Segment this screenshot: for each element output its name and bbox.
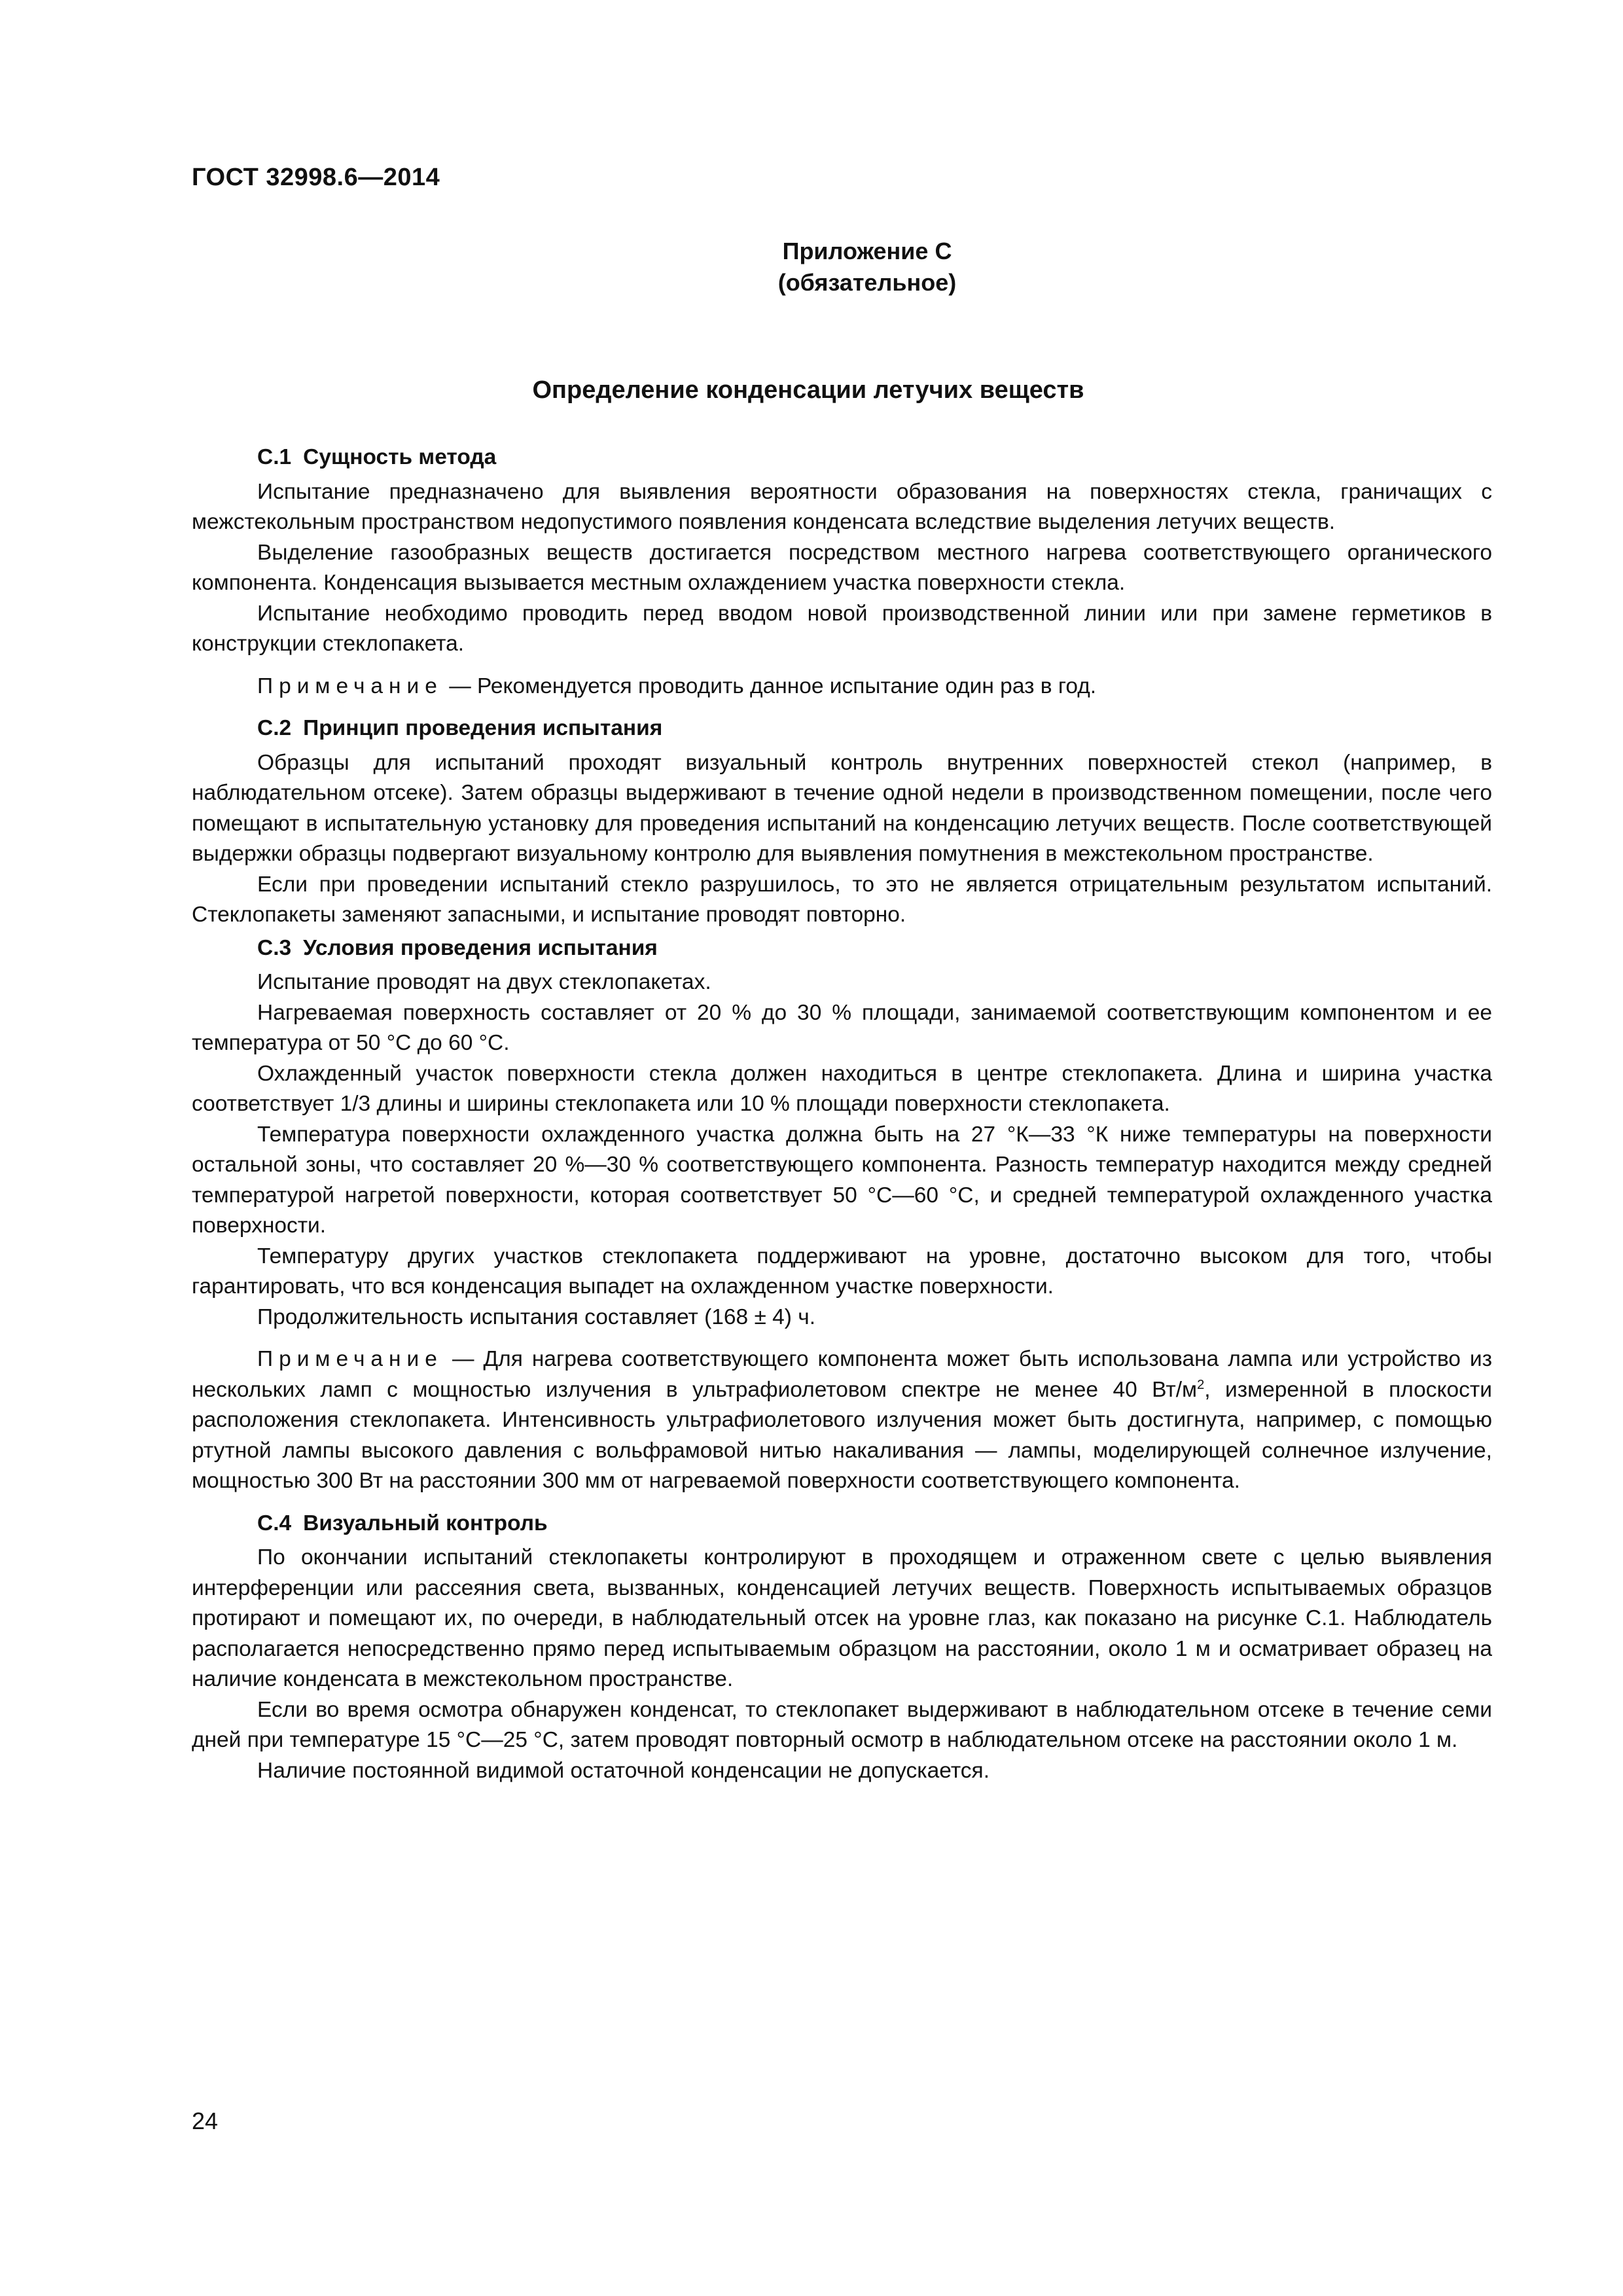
document-body [192, 440, 1492, 1786]
annex-title: Приложение С [782, 238, 952, 264]
paragraph: Выделение газообразных веществ достигается посредством местного нагрева соответствующего органического компонента. Конденсация вызывается местным охлаждением участка поверхности стекла. [192, 540, 1492, 595]
paragraph: Наличие постоянной видимой остаточной конденсации не допускается. [257, 1758, 990, 1783]
section-title: Условия проведения испытания [303, 935, 658, 960]
paragraph: Если во время осмотра обнаружен конденсат, то стеклопакет выдерживают в наблюдательном отсеке в течение семи дней при температуре 15 °С—25 °С, затем проводят повторный осмотр в наблюдательном отсеке на расстоянии около 1 м. [192, 1697, 1492, 1752]
note-label: Примечание [257, 673, 443, 698]
document-title: Определение конденсации летучих веществ [532, 376, 1084, 404]
annex-status: (обязательное) [777, 269, 957, 296]
superscript: 2 [1197, 1377, 1205, 1392]
note [192, 672, 1492, 702]
section-title: Принцип проведения испытания [303, 716, 663, 740]
paragraph: Нагреваемая поверхность составляет от 20 % до 30 % площади, занимаемой соответствующим компонентом и ее температура от 50 °С до 60 °С. [192, 1000, 1492, 1055]
page-number: 24 [192, 2108, 219, 2134]
paragraph: Испытание проводят на двух стеклопакетах. [257, 970, 711, 994]
paragraph: Температура поверхности охлажденного участка должна быть на 27 °К—33 °К ниже температуры на поверхности остальной зоны, что составляет 20 %—30 % соответствующего компонента. Разность температур находится между средней температурой нагретой поверхности, которая соответствует 50 °С—60 °С, и средней температурой охлажденного участка поверхности. [192, 1122, 1492, 1238]
section-number: С.4 [257, 1511, 292, 1535]
section-number: С.1 [257, 445, 292, 469]
paragraph: Продолжительность испытания составляет (168 ± 4) ч. [257, 1304, 816, 1329]
standard-number: ГОСТ 32998.6—2014 [192, 164, 440, 191]
paragraph: Если при проведении испытаний стекло разрушилось, то это не является отрицательным результатом испытаний. Стеклопакеты заменяют запасными, и испытание проводят повторно. [192, 872, 1492, 927]
section-number: С.2 [257, 716, 292, 740]
paragraph: Температуру других участков стеклопакета поддерживают на уровне, достаточно высоком для того, чтобы гарантировать, что вся конденсация выпадет на охлажденном участке поверхности. [192, 1244, 1492, 1299]
note-text: — Для нагрева соответствующего компонента может быть использована лампа или устройство из нескольких ламп с мощностью излучения в ультрафиолетовом спектре не менее 40 Вт/м [192, 1347, 1492, 1402]
section-title: Сущность метода [303, 445, 497, 469]
section-heading-c4 [192, 1509, 1492, 1539]
note-text: — Рекомендуется проводить данное испытание один раз в год. [449, 673, 1097, 698]
section-number: С.3 [257, 935, 292, 960]
paragraph: Охлажденный участок поверхности стекла должен находиться в центре стеклопакета. Длина и ширина участка соответствует 1/3 длины и ширины стеклопакета или 10 % площади поверхности стеклопакета. [192, 1061, 1492, 1116]
paragraph: По окончании испытаний стеклопакеты контролируют в проходящем и отраженном свете с целью выявления интерференции или рассеяния света, вызванных, конденсацией летучих веществ. Поверхность испытываемых образцов протирают и помещают их, по очереди, в наблюдательный отсек на уровне глаз, как показано на рисунке С.1. Наблюдатель располагается непосредственно прямо перед испытываемым образцом на расстоянии, около 1 м и осматривает образец на наличие конденсата в межстекольном пространстве. [192, 1545, 1492, 1691]
section-heading-c2 [192, 713, 1492, 744]
section-heading-c1 [192, 442, 1492, 473]
annex-label [654, 236, 1080, 298]
note-label: Примечание [257, 1347, 443, 1371]
paragraph: Испытание предназначено для выявления вероятности образования на поверхностях стекла, граничащих с межстекольным пространством недопустимого появления конденсата вследствие выделения летучих веществ. [192, 479, 1492, 534]
section-title: Визуальный контроль [303, 1511, 548, 1535]
note-text-continued: , измеренной в плоскости расположения стеклопакета. Интенсивность ультрафиолетового излучения может быть достигнута, например, с помощью ртутной лампы высокого давления с вольфрамовой нитью накаливания — лампы, моделирующей солнечное излучение, мощностью 300 Вт на расстоянии 300 мм от нагреваемой поверхности соответствующего компонента. [192, 1377, 1492, 1493]
section-heading-c3 [192, 933, 1492, 964]
paragraph: Образцы для испытаний проходят визуальный контроль внутренних поверхностей стекол (например, в наблюдательном отсеке). Затем образцы выдерживают в течение одной недели в производственном помещении, после чего помещают в испытательную установку для проведения испытаний на конденсацию летучих веществ. После соответствующей выдержки образцы подвергают визуальному контролю для выявления помутнения в межстекольном пространстве. [192, 750, 1492, 866]
note [192, 1344, 1492, 1497]
paragraph: Испытание необходимо проводить перед вводом новой производственной линии или при замене герметиков в конструкции стеклопакета. [192, 601, 1492, 656]
